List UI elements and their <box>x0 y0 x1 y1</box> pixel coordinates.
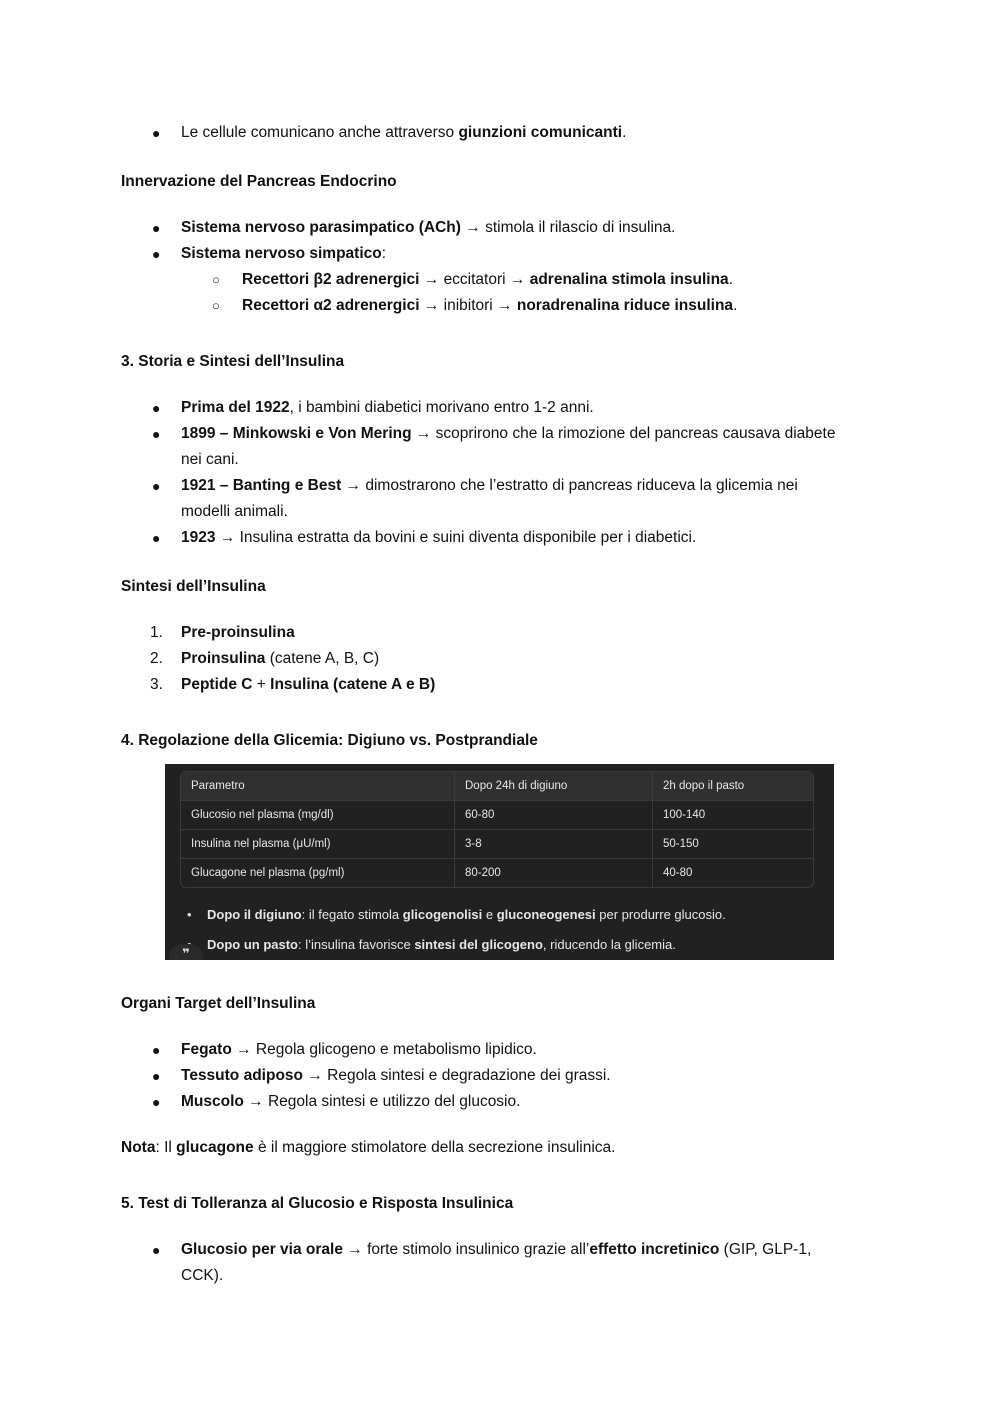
table-cell: Glucosio nel plasma (mg/dl) <box>181 801 455 829</box>
list-item: 1921 – Banting e Best → dimostrarono che l’estratto di pancreas riduceva la glicemia nei modelli animali. <box>181 477 798 520</box>
bullet-marker: ● <box>152 1242 161 1258</box>
sub-bullet-marker: ○ <box>212 298 220 313</box>
sub-bullet-marker: ○ <box>212 272 220 287</box>
section-heading-targets: Organi Target dell’Insulina <box>121 995 316 1012</box>
section-heading-innervation: Innervazione del Pancreas Endocrino <box>121 173 397 190</box>
sub-list-item: Recettori β2 adrenergici → eccitatori → adrenalina stimola insulina. <box>242 271 733 288</box>
table-cell: Glucagone nel plasma (pg/ml) <box>181 859 455 887</box>
bullet-marker: ● <box>152 125 161 141</box>
list-item: 1923 → Insulina estratta da bovini e suini diventa disponibile per i diabetici. <box>181 529 697 546</box>
note-item: • Dopo un pasto: l’insulina favorisce sintesi del glicogeno, riducendo la glicemia. <box>187 932 726 960</box>
list-item: Fegato → Regola glicogeno e metabolismo lipidico. <box>181 1041 537 1058</box>
table-cell: 3-8 <box>455 830 653 858</box>
list-item: 1899 – Minkowski e Von Mering → scoprirono che la rimozione del pancreas causava diabete nei cani. <box>181 425 836 468</box>
table-row <box>181 829 813 858</box>
table-cell: 80-200 <box>455 859 653 887</box>
step-number: 1. <box>150 624 163 641</box>
bullet-marker: ● <box>152 1042 161 1058</box>
bullet-marker: ● <box>152 530 161 546</box>
bullet-marker: ● <box>152 1094 161 1110</box>
list-item: Glucosio per via orale → forte stimolo insulinico grazie all’effetto incretinico (GIP, GLP-1, CCK). <box>181 1241 812 1284</box>
section-heading-regulation: 4. Regolazione della Glicemia: Digiuno vs. Postprandiale <box>121 732 538 749</box>
step-number: 2. <box>150 650 163 667</box>
embedded-screenshot <box>165 764 834 960</box>
glycemia-table <box>180 771 814 888</box>
sub-list-item: Recettori α2 adrenergici → inibitori → noradrenalina riduce insulina. <box>242 297 738 314</box>
note-item: • Dopo il digiuno: il fegato stimola glicogenolisi e gluconeogenesi per produrre glucosio. <box>187 902 726 932</box>
bullet-marker: ● <box>152 400 161 416</box>
table-cell: 40-80 <box>663 867 693 879</box>
section-heading-history: 3. Storia e Sintesi dell’Insulina <box>121 353 345 370</box>
list-item: Prima del 1922, i bambini diabetici morivano entro 1-2 anni. <box>181 399 594 416</box>
table-cell: 100-140 <box>663 809 706 821</box>
list-item: Peptide C + Insulina (catene A e B) <box>181 676 436 693</box>
table-header-row <box>181 772 813 800</box>
table-header-cell: 2h dopo il pasto <box>663 780 745 792</box>
intro-bullet-text: Le cellule comunicano anche attraverso giunzioni comunicanti. <box>181 124 627 141</box>
table-cell: 50-150 <box>663 838 699 850</box>
bullet-marker: ● <box>152 1068 161 1084</box>
bullet-marker: ● <box>152 220 161 236</box>
list-item: Muscolo → Regola sintesi e utilizzo del glucosio. <box>181 1093 521 1110</box>
list-item: Tessuto adiposo → Regola sintesi e degradazione dei grassi. <box>181 1067 611 1084</box>
list-item: Pre-proinsulina <box>181 624 295 641</box>
note-paragraph: Nota: Il glucagone è il maggiore stimolatore della secrezione insulinica. <box>121 1139 616 1156</box>
quote-icon: ❞ <box>169 944 203 960</box>
bullet-marker: ● <box>152 426 161 442</box>
table-cell: 60-80 <box>455 801 653 829</box>
bullet-marker: ● <box>152 246 161 262</box>
table-row <box>181 800 813 829</box>
table-row <box>181 858 813 887</box>
section-heading-synthesis: Sintesi dell’Insulina <box>121 578 266 595</box>
step-number: 3. <box>150 676 163 693</box>
table-header-cell: Dopo 24h di digiuno <box>455 772 653 800</box>
screenshot-notes <box>187 902 726 960</box>
list-item: Sistema nervoso parasimpatico (ACh) → stimola il rilascio di insulina. <box>181 219 676 236</box>
table-header-cell: Parametro <box>181 772 455 800</box>
list-item: Proinsulina (catene A, B, C) <box>181 650 380 667</box>
bullet-marker: ● <box>152 478 161 494</box>
table-cell: Insulina nel plasma (μU/ml) <box>181 830 455 858</box>
section-heading-tolerance: 5. Test di Tolleranza al Glucosio e Risposta Insulinica <box>121 1195 514 1212</box>
list-item: Sistema nervoso simpatico: <box>181 245 387 262</box>
